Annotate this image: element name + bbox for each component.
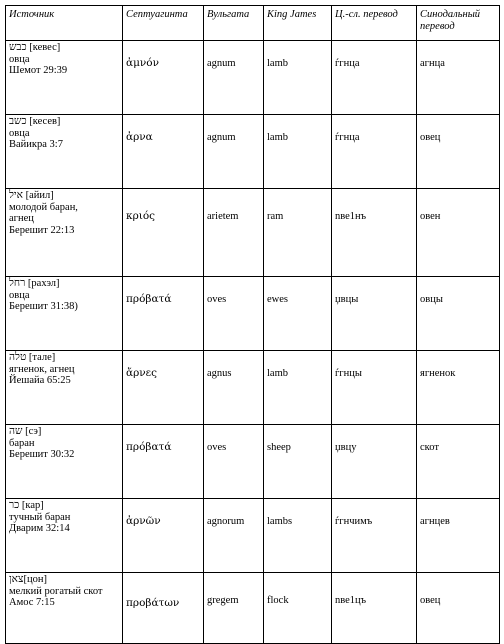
table-row [6, 573, 500, 644]
source-reference: Берешит 22:13 [9, 224, 75, 236]
church-slavonic-cell: ѓгнца [332, 41, 417, 115]
source-meaning: тучный баран [9, 511, 71, 523]
septuagint-cell: ἀρνα [123, 115, 204, 189]
septuagint-cell: ἀρνῶν [123, 499, 204, 573]
vulgate-cell: agnus [204, 351, 264, 425]
church-slavonic-cell: nве1нъ [332, 189, 417, 277]
source-hebrew: איל [айил] [9, 190, 54, 201]
source-meaning: овца [9, 127, 30, 139]
source-meaning: овца [9, 53, 30, 65]
septuagint-cell: κριός [123, 189, 204, 277]
source-cell [6, 189, 123, 277]
synodal-cell: овен [417, 189, 500, 277]
synodal-cell: овец [417, 115, 500, 189]
source-hebrew: כבש [кевес] [9, 42, 61, 53]
vulgate-cell: agnorum [204, 499, 264, 573]
source-hebrew: כר [кар] [9, 500, 44, 511]
header-synodal: Синодальный перевод [417, 6, 500, 41]
church-slavonic-cell: nве1цъ [332, 573, 417, 644]
table-row [6, 189, 500, 277]
source-meaning: молодой баран, [9, 201, 78, 213]
header-church-slavonic: Ц.-сл. перевод [332, 6, 417, 41]
table-row [6, 351, 500, 425]
king-james-cell: lamb [264, 351, 332, 425]
synodal-cell: овец [417, 573, 500, 644]
source-cell [6, 425, 123, 499]
king-james-cell: lamb [264, 115, 332, 189]
source-reference: Берешит 30:32 [9, 449, 75, 460]
header-row [6, 6, 500, 41]
source-cell [6, 41, 123, 115]
source-hebrew: שה [сэ] [9, 426, 42, 437]
king-james-cell: flock [264, 573, 332, 644]
church-slavonic-cell: џвцу [332, 425, 417, 499]
vulgate-cell: agnum [204, 115, 264, 189]
source-cell [6, 573, 123, 644]
septuagint-cell: πρόβατά [123, 425, 204, 499]
table-row [6, 425, 500, 499]
church-slavonic-cell: џвцы [332, 277, 417, 351]
vulgate-cell: gregem [204, 573, 264, 644]
synodal-cell: овцы [417, 277, 500, 351]
synodal-cell: ягненок [417, 351, 500, 425]
translation-comparison-table [5, 5, 500, 644]
source-reference: Дварим 32:14 [9, 523, 70, 534]
source-hebrew: רחל [рахэл] [9, 278, 60, 289]
table-row [6, 115, 500, 189]
source-meaning: ягненок, агнец [9, 363, 75, 375]
source-cell [6, 115, 123, 189]
source-cell [6, 499, 123, 573]
vulgate-cell: oves [204, 425, 264, 499]
synodal-cell: агнцев [417, 499, 500, 573]
church-slavonic-cell: ѓгнчимъ [332, 499, 417, 573]
synodal-cell: скот [417, 425, 500, 499]
septuagint-cell: πρόβατά [123, 277, 204, 351]
table-row [6, 41, 500, 115]
septuagint-cell: ἄρνες [123, 351, 204, 425]
king-james-cell: lamb [264, 41, 332, 115]
source-reference: Шемот 29:39 [9, 65, 68, 76]
king-james-cell: lambs [264, 499, 332, 573]
church-slavonic-cell: ѓгнца [332, 115, 417, 189]
septuagint-cell: προβάτων [123, 573, 204, 644]
header-king-james: King James [264, 6, 332, 41]
source-meaning: овца [9, 289, 30, 301]
source-hebrew: צאן[цон] [9, 574, 47, 585]
header-septuagint: Септуагинта [123, 6, 204, 41]
synodal-cell: агнца [417, 41, 500, 115]
source-meaning: баран [9, 437, 35, 449]
table-row [6, 499, 500, 573]
church-slavonic-cell: ѓгнцы [332, 351, 417, 425]
vulgate-cell: oves [204, 277, 264, 351]
king-james-cell: ewes [264, 277, 332, 351]
source-reference: Амос 7:15 [9, 597, 55, 608]
source-meaning-cont: агнец [9, 213, 34, 224]
vulgate-cell: arietem [204, 189, 264, 277]
septuagint-cell: ἀμνόν [123, 41, 204, 115]
source-cell [6, 351, 123, 425]
source-hebrew: כשב [кесев] [9, 116, 61, 127]
source-hebrew: טלה [тале] [9, 352, 56, 363]
header-vulgate: Вульгата [204, 6, 264, 41]
source-meaning: мелкий рогатый скот [9, 585, 103, 597]
source-reference: Вайикра 3:7 [9, 139, 63, 150]
source-cell [6, 277, 123, 351]
table-row [6, 277, 500, 351]
king-james-cell: sheep [264, 425, 332, 499]
source-reference: Йешайа 65:25 [9, 375, 71, 386]
header-source: Источник [6, 6, 123, 41]
vulgate-cell: agnum [204, 41, 264, 115]
king-james-cell: ram [264, 189, 332, 277]
source-reference: Берешит 31:38) [9, 301, 78, 312]
